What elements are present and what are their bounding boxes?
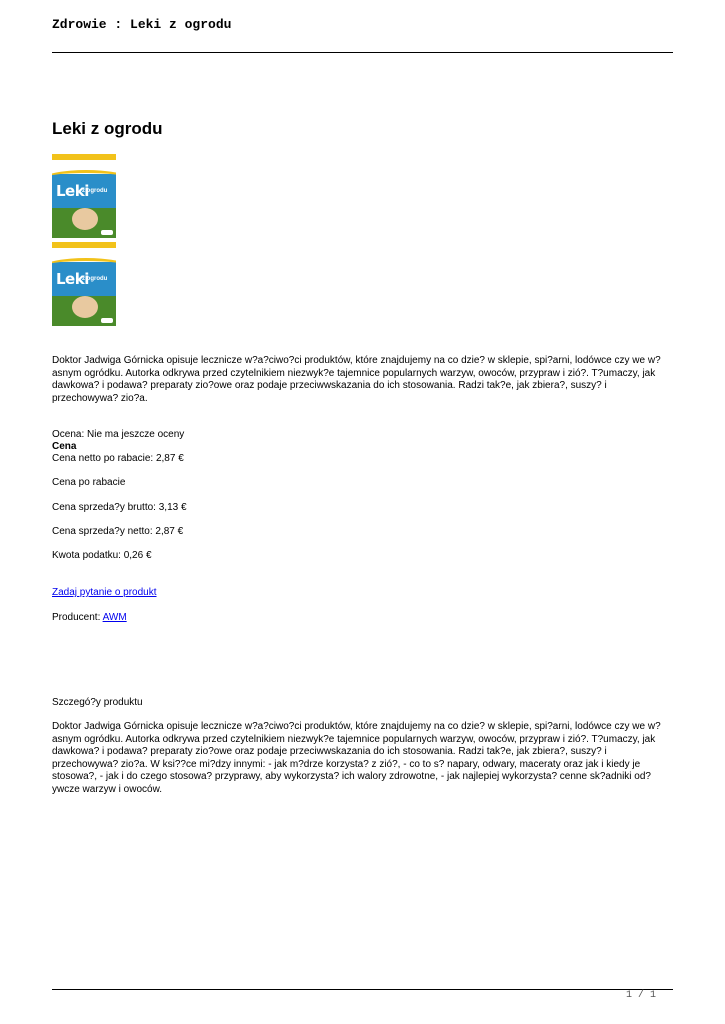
- product-cover-image[interactable]: [52, 154, 116, 238]
- price-net: Cena sprzeda?y netto: 2,87 €: [52, 526, 184, 537]
- cover-subtitle: z ogrodu: [82, 276, 108, 282]
- product-description: Doktor Jadwiga Górnicka opisuje lecznicze w?a?ciwo?ci produktów, które znajdujemy na co dzie? w sklepie, spi?arni, lodówce czy we w?asnym ogródku. Autorka odkrywa przed czytelnikiem niezwyk?e tajemnice popularnych warzyw, owoców, przypraw i zió?. T?umaczy, jak dawkowa? i podawa? preparaty zio?owe oraz podaje przeciwwskazania do ich stosowania. Radzi tak?e, jak zbiera?, suszy? i przechowywa? zio?a.: [52, 355, 661, 404]
- product-title: Leki z ogrodu: [52, 119, 163, 138]
- price-gross: Cena sprzeda?y brutto: 3,13 €: [52, 502, 187, 513]
- price-after-discount: Cena po rabacie: [52, 477, 126, 488]
- product-cover-image[interactable]: [52, 242, 116, 326]
- page-number: 1 / 1: [626, 990, 657, 1001]
- cover-photo: [72, 296, 98, 318]
- cover-photo: [72, 208, 98, 230]
- publisher-logo: [101, 318, 113, 323]
- product-rating: Ocena: Nie ma jeszcze oceny: [52, 429, 185, 440]
- ask-question-link[interactable]: Zadaj pytanie o produkt: [52, 587, 157, 598]
- producer-link[interactable]: AWM: [102, 612, 127, 623]
- cover-title: Leki: [56, 182, 89, 200]
- producer-row: [52, 612, 127, 624]
- cover-title: Leki: [56, 270, 89, 288]
- document-header-title: Zdrowie : Leki z ogrodu: [52, 17, 232, 32]
- header-divider: [52, 52, 673, 53]
- tax-amount: Kwota podatku: 0,26 €: [52, 550, 152, 561]
- footer-divider: [52, 989, 673, 990]
- details-heading: Szczegó?y produktu: [52, 697, 143, 708]
- cover-subtitle: z ogrodu: [82, 188, 108, 194]
- producer-label: Producent:: [52, 612, 103, 623]
- publisher-logo: [101, 230, 113, 235]
- product-details-text: Doktor Jadwiga Górnicka opisuje lecznicze w?a?ciwo?ci produktów, które znajdujemy na co dzie? w sklepie, spi?arni, lodówce czy we w?asnym ogródku. Autorka odkrywa przed czytelnikiem niezwyk?e tajemnice popularnych warzyw, owoców, przypraw i zió?. T?umaczy, jak dawkowa? i podawa? preparaty zio?owe oraz podaje przeciwwskazania do ich stosowania. Radzi tak?e, jak zbiera?, suszy? i przechowywa? zio?a. W ksi??ce mi?dzy innymi: - jak m?drze korzysta? z zió?, - co to s? napary, odwary, maceraty oraz jak i kiedy je stosowa?, - jak i do czego stosowa? przyprawy, aby wykorzysta? ich walory zdrowotne, - jak najlepiej wykorzysta? cenne sk?adniki od?ywcze warzyw i owoców.: [52, 721, 661, 795]
- price-heading: Cena: [52, 441, 77, 452]
- price-net-after-discount: Cena netto po rabacie: 2,87 €: [52, 453, 184, 464]
